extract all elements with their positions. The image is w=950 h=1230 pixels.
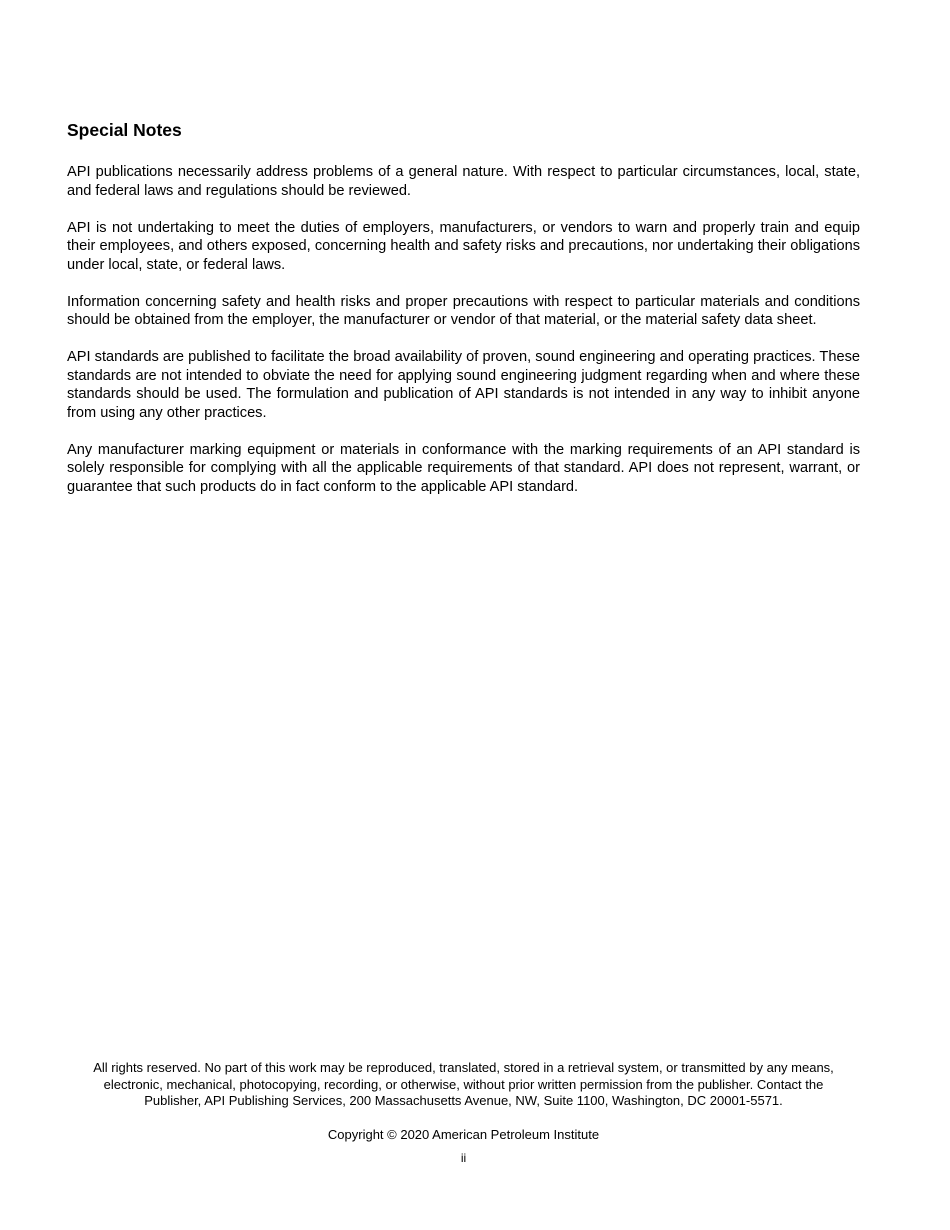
paragraph-manufacturer-responsibility: Any manufacturer marking equipment or materials in conformance with the marking requirements of an API standard is solely responsible for complying with all the applicable requirements of that standard. API does not represent, warrant, or guarantee that such products do in fact conform to the applicable API standard.	[67, 441, 860, 495]
paragraph-employer-duties: API is not undertaking to meet the duties of employers, manufacturers, or vendors to warn and properly train and equip their employees, and others exposed, concerning health and safety risks and precautions, nor undertaking their obligations under local, state, or federal laws.	[67, 219, 860, 273]
special-notes-section	[67, 119, 860, 515]
page-number: ii	[460, 1151, 467, 1165]
page-footer	[67, 1060, 860, 1165]
rights-reserved-notice: All rights reserved. No part of this work may be reproduced, translated, stored in a retrieval system, or transmitted by any means, electronic, mechanical, photocopying, recording, or otherwise, without prior written permission from the publisher. Contact the Publisher, API Publishing Services, 200 Massachusetts Avenue, NW, Suite 1100, Washington, DC 20001-5571.	[93, 1060, 834, 1108]
paragraph-safety-information: Information concerning safety and health risks and proper precautions with respect to particular materials and conditions should be obtained from the employer, the manufacturer or vendor of that material, or the material safety data sheet.	[67, 293, 860, 328]
paragraph-general-nature: API publications necessarily address problems of a general nature. With respect to particular circumstances, local, state, and federal laws and regulations should be reviewed.	[67, 164, 860, 199]
paragraph-standards-purpose: API standards are published to facilitate the broad availability of proven, sound engineering and operating practices. These standards are not intended to obviate the need for applying sound engineering judgment regarding when and where these standards should be used. The formulation and publication of API standards is not intended in any way to inhibit anyone from using any other practices.	[67, 349, 860, 421]
page-title: Special Notes	[67, 120, 182, 140]
copyright-notice: Copyright © 2020 American Petroleum Institute	[327, 1126, 600, 1142]
